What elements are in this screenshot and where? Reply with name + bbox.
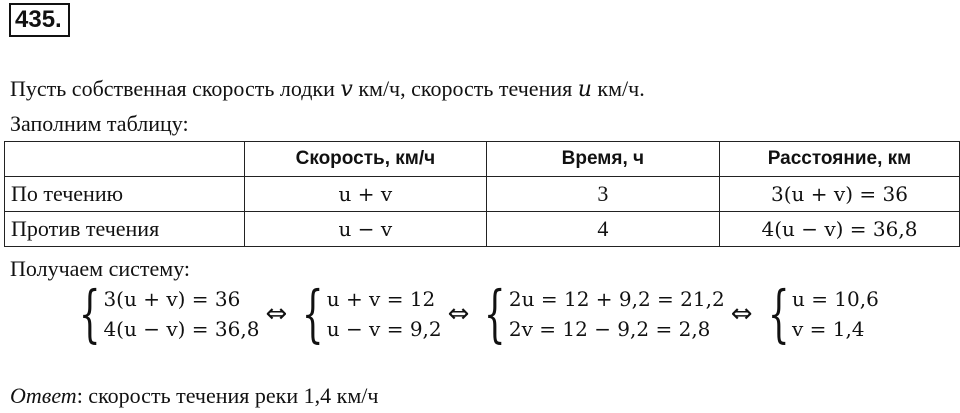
table-cell: u + v (244, 177, 486, 212)
table-cell: 3(u + v) = 36 (719, 177, 959, 212)
table-cell: 4(u − v) = 36,8 (719, 212, 959, 247)
table-header-cell: Расстояние, км (719, 142, 959, 177)
brace: { (302, 277, 324, 350)
get-system-text: Получаем систему: (10, 256, 191, 281)
fill-table-text: Заполним таблицу: (10, 111, 189, 136)
equation: u − v = 9,2 (326, 317, 442, 341)
intro-part1: Пусть собственная скорость лодки (10, 76, 341, 101)
table-cell: 4 (486, 212, 719, 247)
equation: u + v = 12 (326, 287, 436, 311)
table-cell: u − v (244, 212, 486, 247)
intro-part2: км/ч, скорость течения (352, 76, 578, 101)
table-header-row (5, 142, 960, 177)
var-u: u (577, 77, 592, 102)
data-table (4, 141, 960, 247)
equivalence-symbol: ⇔ (730, 299, 753, 329)
equivalence-symbol: ⇔ (265, 299, 288, 329)
intro-part3: км/ч. (591, 76, 645, 101)
equation: 3(u + v) = 36 (103, 287, 241, 311)
var-v: v (340, 77, 353, 102)
brace: { (767, 277, 790, 350)
table-header-cell: Время, ч (486, 142, 719, 177)
answer-text: : скорость течения реки 1,4 км/ч (76, 383, 379, 408)
answer-label: Ответ (10, 383, 77, 408)
system-4 (759, 277, 879, 350)
system-1 (70, 277, 260, 350)
equation: 2u = 12 + 9,2 = 21,2 (508, 287, 725, 311)
table-header-cell (5, 142, 245, 177)
system-3 (475, 277, 725, 350)
equation: 2v = 12 − 9,2 = 2,8 (508, 317, 711, 341)
brace: { (484, 277, 507, 350)
table-cell: Против течения (5, 212, 245, 247)
table-cell: По течению (5, 177, 245, 212)
table-header-cell: Скорость, км/ч (244, 142, 486, 177)
answer-line (10, 383, 378, 409)
equivalence-symbol: ⇔ (447, 299, 470, 329)
equation: u = 10,6 (791, 287, 879, 311)
equation-chain (70, 277, 879, 350)
equation: v = 1,4 (791, 317, 865, 341)
system-2 (293, 277, 442, 350)
intro-text (10, 76, 645, 102)
table-row (5, 177, 960, 212)
problem-number: 435. (9, 3, 70, 37)
table-cell: 3 (486, 177, 719, 212)
equation: 4(u − v) = 36,8 (103, 317, 260, 341)
table-row (5, 212, 960, 247)
brace: { (78, 277, 101, 350)
